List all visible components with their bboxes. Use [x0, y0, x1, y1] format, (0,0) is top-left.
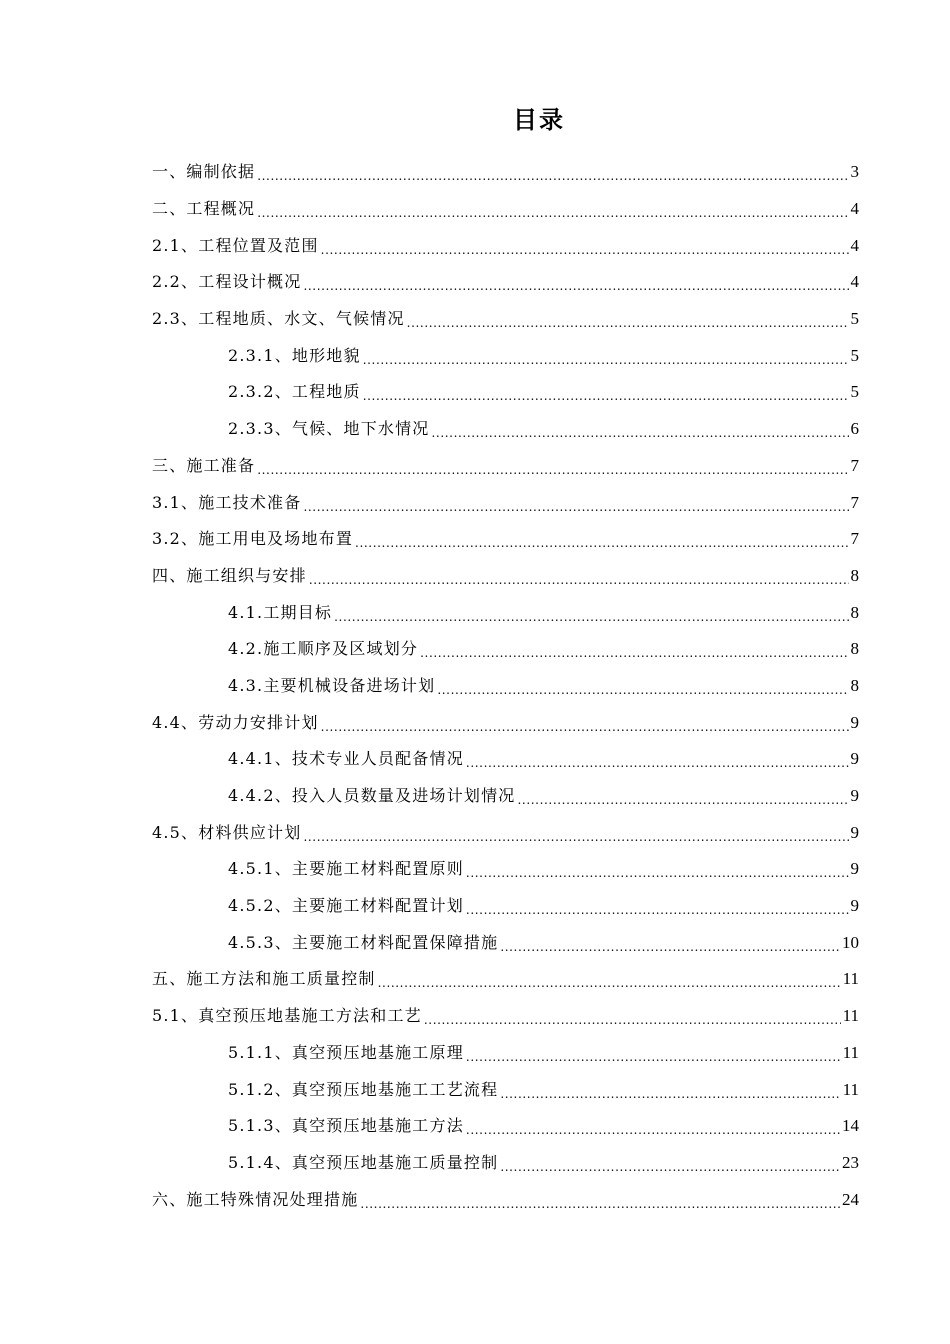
toc-entry[interactable] — [152, 484, 859, 521]
toc-leader-dots — [424, 1010, 841, 1030]
toc-entry-label: 六、施工特殊情况处理措施 — [152, 1189, 359, 1209]
toc-entry-page-number: 4 — [850, 235, 859, 255]
toc-entry-label: 五、施工方法和施工质量控制 — [152, 969, 376, 989]
toc-entry-page-number: 4 — [850, 199, 859, 219]
toc-entry[interactable] — [152, 924, 859, 961]
toc-leader-dots — [466, 1047, 841, 1067]
toc-entry[interactable] — [152, 521, 859, 558]
toc-entry-label: 四、施工组织与安排 — [152, 565, 307, 585]
toc-entry-page-number: 5 — [850, 309, 859, 329]
toc-entry[interactable] — [152, 337, 859, 374]
toc-entry-page-number: 9 — [850, 712, 859, 732]
toc-entry-label: 4.1.工期目标 — [228, 602, 333, 622]
toc-entry-page-number: 8 — [850, 675, 859, 695]
toc-entry[interactable] — [152, 411, 859, 448]
toc-entry-label: 一、编制依据 — [152, 162, 256, 182]
toc-entry-label: 4.2.施工顺序及区域划分 — [228, 639, 419, 659]
toc-entry-page-number: 11 — [842, 1006, 859, 1026]
toc-leader-dots — [257, 166, 848, 186]
toc-entry-label: 5.1.3、真空预压地基施工方法 — [228, 1116, 464, 1136]
toc-entry-label: 4.4.1、技术专业人员配备情况 — [228, 749, 464, 769]
toc-entry-page-number: 8 — [850, 639, 859, 659]
toc-leader-dots — [303, 497, 848, 517]
toc-entry-label: 4.4、劳动力安排计划 — [152, 712, 319, 732]
toc-entry[interactable] — [152, 1181, 859, 1218]
toc-entry-label: 4.4.2、投入人员数量及进场计划情况 — [228, 786, 516, 806]
toc-leader-dots — [321, 240, 849, 260]
toc-leader-dots — [500, 937, 840, 957]
toc-entry[interactable] — [152, 668, 859, 705]
toc-entry[interactable] — [152, 264, 859, 301]
toc-entry[interactable] — [152, 301, 859, 338]
toc-entry-page-number: 23 — [842, 1152, 859, 1172]
toc-entry-page-number: 10 — [842, 932, 859, 952]
toc-entry-label: 2.3、工程地质、水文、气候情况 — [152, 309, 405, 329]
toc-entry-label: 3.1、施工技术准备 — [152, 492, 302, 512]
toc-entry[interactable] — [152, 558, 859, 595]
toc-entry-page-number: 9 — [850, 786, 859, 806]
toc-leader-dots — [309, 570, 849, 590]
toc-leader-dots — [363, 350, 849, 370]
toc-entry-page-number: 24 — [842, 1189, 859, 1209]
toc-entry-label: 3.2、施工用电及场地布置 — [152, 529, 354, 549]
toc-entry-page-number: 4 — [850, 272, 859, 292]
toc-leader-dots — [407, 313, 849, 333]
toc-entry-page-number: 6 — [850, 419, 859, 439]
toc-entry-page-number: 3 — [850, 162, 859, 182]
toc-entry-page-number: 8 — [850, 565, 859, 585]
toc-entry[interactable] — [152, 1071, 859, 1108]
toc-entry-label: 2.3.1、地形地貌 — [228, 345, 361, 365]
page-title: 目录 — [513, 106, 565, 134]
toc-leader-dots — [303, 827, 848, 847]
toc-leader-dots — [432, 423, 849, 443]
toc-leader-dots — [466, 1120, 840, 1140]
toc-entry[interactable] — [152, 227, 859, 264]
toc-entry[interactable] — [152, 814, 859, 851]
toc-leader-dots — [360, 1194, 840, 1214]
toc-leader-dots — [420, 643, 848, 663]
toc-entry-page-number: 8 — [850, 602, 859, 622]
toc-entry[interactable] — [152, 851, 859, 888]
toc-entry-label: 二、工程概况 — [152, 199, 256, 219]
table-of-contents — [152, 154, 859, 1218]
toc-entry[interactable] — [152, 374, 859, 411]
toc-entry[interactable] — [152, 154, 859, 191]
toc-entry[interactable] — [152, 631, 859, 668]
toc-leader-dots — [355, 533, 848, 553]
toc-entry[interactable] — [152, 888, 859, 925]
toc-entry[interactable] — [152, 961, 859, 998]
toc-entry-label: 5.1.1、真空预压地基施工原理 — [228, 1042, 464, 1062]
toc-entry-label: 2.3.3、气候、地下水情况 — [228, 419, 430, 439]
toc-entry-label: 2.3.2、工程地质 — [228, 382, 361, 402]
toc-leader-dots — [257, 460, 848, 480]
toc-leader-dots — [363, 386, 849, 406]
toc-entry-label: 4.5、材料供应计划 — [152, 822, 302, 842]
toc-entry[interactable] — [152, 998, 859, 1035]
toc-entry[interactable] — [152, 448, 859, 485]
toc-entry-label: 2.1、工程位置及范围 — [152, 235, 319, 255]
toc-entry[interactable] — [152, 594, 859, 631]
toc-entry-label: 4.3.主要机械设备进场计划 — [228, 675, 436, 695]
toc-leader-dots — [378, 973, 841, 993]
toc-entry-page-number: 7 — [850, 529, 859, 549]
toc-entry-page-number: 11 — [842, 1042, 859, 1062]
toc-entry-page-number: 9 — [850, 859, 859, 879]
toc-entry-label: 5.1.2、真空预压地基施工工艺流程 — [228, 1079, 499, 1099]
toc-entry[interactable] — [152, 1145, 859, 1182]
toc-leader-dots — [257, 203, 848, 223]
toc-leader-dots — [466, 753, 849, 773]
toc-entry-page-number: 9 — [850, 896, 859, 916]
toc-entry-label: 4.5.1、主要施工材料配置原则 — [228, 859, 464, 879]
toc-entry-page-number: 5 — [850, 382, 859, 402]
toc-leader-dots — [303, 276, 848, 296]
toc-leader-dots — [466, 900, 849, 920]
toc-entry-page-number: 7 — [850, 455, 859, 475]
toc-leader-dots — [500, 1084, 840, 1104]
toc-leader-dots — [518, 790, 849, 810]
toc-leader-dots — [437, 680, 848, 700]
toc-entry-page-number: 14 — [842, 1116, 859, 1136]
toc-entry[interactable] — [152, 1108, 859, 1145]
toc-entry-page-number: 5 — [850, 345, 859, 365]
toc-entry-label: 5.1.4、真空预压地基施工质量控制 — [228, 1152, 499, 1172]
toc-entry[interactable] — [152, 1035, 859, 1072]
toc-leader-dots — [466, 863, 849, 883]
toc-leader-dots — [334, 607, 848, 627]
toc-entry[interactable] — [152, 191, 859, 228]
toc-entry-label: 5.1、真空预压地基施工方法和工艺 — [152, 1006, 422, 1026]
toc-entry-page-number: 9 — [850, 749, 859, 769]
toc-entry-label: 三、施工准备 — [152, 455, 256, 475]
toc-leader-dots — [500, 1157, 840, 1177]
toc-entry-page-number: 9 — [850, 822, 859, 842]
toc-entry-label: 2.2、工程设计概况 — [152, 272, 302, 292]
toc-entry-page-number: 11 — [842, 969, 859, 989]
toc-entry[interactable] — [152, 704, 859, 741]
toc-entry-label: 4.5.2、主要施工材料配置计划 — [228, 896, 464, 916]
toc-entry[interactable] — [152, 778, 859, 815]
toc-entry-label: 4.5.3、主要施工材料配置保障措施 — [228, 932, 499, 952]
toc-entry-page-number: 7 — [850, 492, 859, 512]
toc-entry-page-number: 11 — [842, 1079, 859, 1099]
toc-entry[interactable] — [152, 741, 859, 778]
toc-leader-dots — [321, 717, 849, 737]
